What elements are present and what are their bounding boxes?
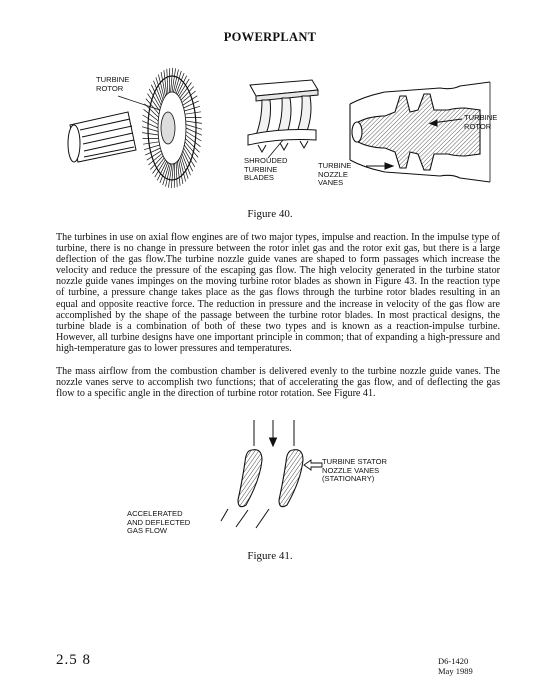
label-turbine-rotor-section: TURBINE ROTOR bbox=[464, 113, 498, 131]
label-turbine-rotor: TURBINE ROTOR bbox=[96, 75, 130, 93]
label-turbine-stator-nozzle-vanes: TURBINE STATOR NOZZLE VANES (STATIONARY) bbox=[322, 457, 387, 484]
document-date: May 1989 bbox=[438, 666, 473, 676]
label-accelerated-gas-flow: ACCELERATED AND DEFLECTED GAS FLOW bbox=[127, 509, 191, 536]
figure-41-caption: Figure 41. bbox=[247, 550, 293, 562]
paragraph-turbine-types: The turbines in use on axial flow engines are of two major types, impulse and reaction. In the impulse type of turbine, there is no change in pressure between the rotor inlet gas and the rotor exit gas, but there is a large deflection of the gas flow.The turbine nozzle guide vanes are shaped to form passages which increase the velocity and reduce the pressure of the escaping gas flow. The high velocity generated in the turbine stator nozzle guide vanes impinges on the moving turbine rotor blades as shown in Figure 43. In the reaction type of turbine, a pressure change takes place as the gas flows through the turbine rotor blades resulting in an equal and opposite reactive force. The reduction in pressure and the increase in velocity of the gas flow are accomplished by the shape of the passage between the turbine rotor blades. In most practical designs, the turbine blade is a combination of both of these two types and is known as a reaction-impulse turbine. However, all turbine designs have one important principle in common; that of expanding a high-pressure and high-temperature gas to lower pressures and temperatures. bbox=[56, 232, 500, 354]
label-turbine-nozzle-vanes: TURBINE NOZZLE VANES bbox=[318, 161, 352, 188]
document-id: D6-1420 bbox=[438, 656, 469, 666]
page-header: POWERPLANT bbox=[223, 30, 317, 44]
document-reference bbox=[438, 656, 473, 676]
page-number: 2.5 8 bbox=[56, 652, 91, 668]
paragraph-mass-airflow: The mass airflow from the combustion chamber is delivered evenly to the turbine nozzle guide vanes. The nozzle vanes serve to accomplish two functions; that of accelerating the gas flow, and of deflecting the gas flow to a specific angle in the direction of turbine rotor rotation. See Figure 41. bbox=[56, 366, 500, 400]
label-shrouded-turbine-blades: SHROUDED TURBINE BLADES bbox=[244, 156, 288, 183]
figure-40-caption: Figure 40. bbox=[247, 208, 293, 220]
